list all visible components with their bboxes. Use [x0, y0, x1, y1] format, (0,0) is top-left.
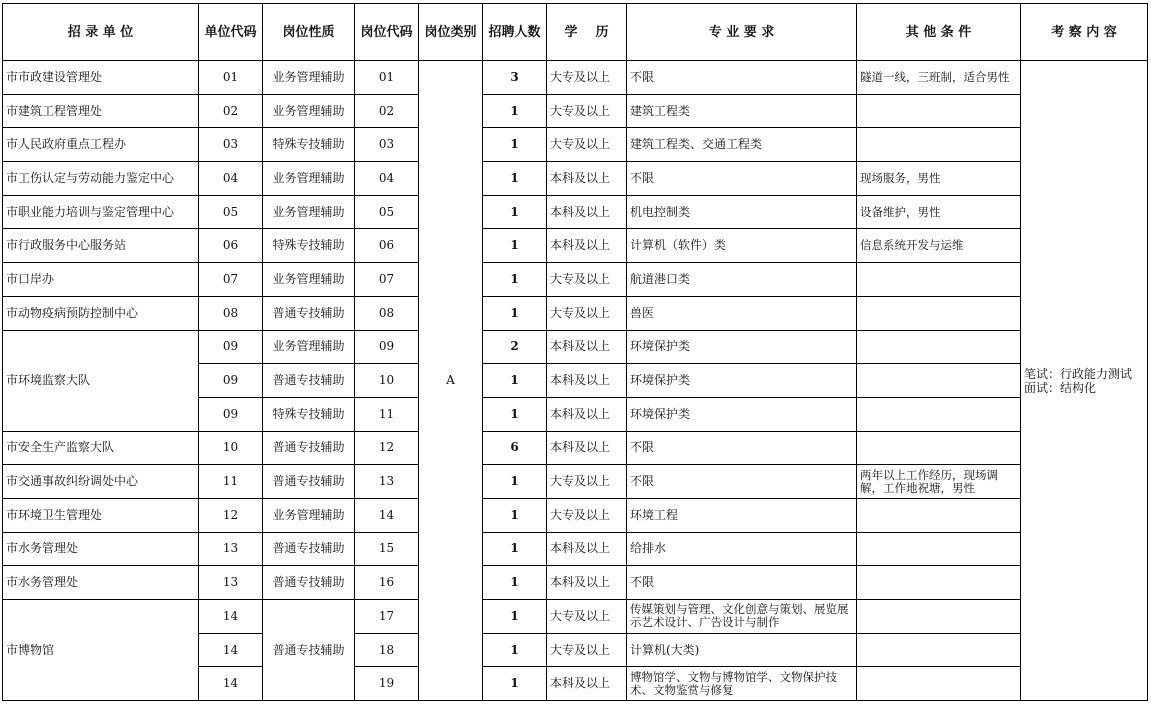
education-cell: 大专及以上	[547, 296, 627, 330]
count-cell: 1	[483, 94, 547, 128]
unit-cell: 市建筑工程管理处	[3, 94, 199, 128]
major-cell: 环境保护类	[627, 397, 857, 431]
major-cell: 环境保护类	[627, 364, 857, 398]
major-cell: 传媒策划与管理、文化创意与策划、展览展示艺术设计、广告设计与制作	[627, 600, 857, 634]
nature-cell: 普通专技辅助	[263, 364, 355, 398]
count-cell: 1	[483, 229, 547, 263]
count-cell: 3	[483, 61, 547, 95]
major-cell: 建筑工程类	[627, 94, 857, 128]
major-cell: 不限	[627, 162, 857, 196]
other-cell	[857, 94, 1021, 128]
post-code-cell: 13	[355, 465, 419, 499]
header-unit: 招 录 单 位	[3, 4, 199, 61]
post-code-cell: 14	[355, 498, 419, 532]
education-cell: 大专及以上	[547, 465, 627, 499]
unit-cell: 市行政服务中心服务站	[3, 229, 199, 263]
unit-cell: 市市政建设管理处	[3, 61, 199, 95]
table-row	[3, 465, 1148, 499]
table-row	[3, 195, 1148, 229]
table-row	[3, 296, 1148, 330]
post-code-cell: 15	[355, 532, 419, 566]
table-row	[3, 600, 1148, 634]
unit-code-cell: 11	[199, 465, 263, 499]
count-cell: 1	[483, 128, 547, 162]
count-cell: 6	[483, 431, 547, 465]
unit-code-cell: 14	[199, 667, 263, 701]
table-row	[3, 162, 1148, 196]
major-cell: 不限	[627, 431, 857, 465]
nature-cell: 特殊专技辅助	[263, 128, 355, 162]
other-cell	[857, 566, 1021, 600]
post-code-cell: 05	[355, 195, 419, 229]
table-row	[3, 498, 1148, 532]
unit-code-cell: 09	[199, 364, 263, 398]
education-cell: 本科及以上	[547, 162, 627, 196]
count-cell: 1	[483, 364, 547, 398]
recruitment-table-sheet	[2, 3, 1148, 701]
other-cell	[857, 498, 1021, 532]
unit-code-cell: 13	[199, 566, 263, 600]
unit-code-cell: 07	[199, 263, 263, 297]
nature-cell: 业务管理辅助	[263, 330, 355, 364]
unit-code-cell: 09	[199, 330, 263, 364]
education-cell: 本科及以上	[547, 364, 627, 398]
count-cell: 1	[483, 600, 547, 634]
other-cell	[857, 431, 1021, 465]
nature-cell: 普通专技辅助	[263, 296, 355, 330]
count-cell: 1	[483, 566, 547, 600]
header-other: 其 他 条 件	[857, 4, 1021, 61]
unit-code-cell: 13	[199, 532, 263, 566]
post-code-cell: 09	[355, 330, 419, 364]
count-cell: 1	[483, 263, 547, 297]
nature-cell: 普通专技辅助	[263, 532, 355, 566]
other-cell	[857, 633, 1021, 667]
major-cell: 博物馆学、文物与博物馆学、文物保护技术、文物鉴赏与修复	[627, 667, 857, 701]
major-cell: 环境保护类	[627, 330, 857, 364]
major-cell: 计算机(大类)	[627, 633, 857, 667]
unit-cell: 市博物馆	[3, 600, 199, 701]
unit-code-cell: 10	[199, 431, 263, 465]
header-category: 岗位类别	[419, 4, 483, 61]
post-code-cell: 01	[355, 61, 419, 95]
other-cell: 隧道一线，三班制，适合男性	[857, 61, 1021, 95]
post-code-cell: 18	[355, 633, 419, 667]
unit-code-cell: 01	[199, 61, 263, 95]
unit-code-cell: 08	[199, 296, 263, 330]
other-cell	[857, 667, 1021, 701]
education-cell: 本科及以上	[547, 195, 627, 229]
unit-cell: 市交通事故纠纷调处中心	[3, 465, 199, 499]
count-cell: 1	[483, 667, 547, 701]
count-cell: 1	[483, 162, 547, 196]
major-cell: 建筑工程类、交通工程类	[627, 128, 857, 162]
education-cell: 本科及以上	[547, 566, 627, 600]
post-code-cell: 17	[355, 600, 419, 634]
unit-code-cell: 12	[199, 498, 263, 532]
other-cell: 信息系统开发与运维	[857, 229, 1021, 263]
unit-cell: 市环境监察大队	[3, 330, 199, 431]
table-row	[3, 431, 1148, 465]
table-row	[3, 94, 1148, 128]
nature-cell: 特殊专技辅助	[263, 397, 355, 431]
major-cell: 不限	[627, 566, 857, 600]
post-code-cell: 03	[355, 128, 419, 162]
other-cell: 两年以上工作经历，现场调解，工作地祝塘，男性	[857, 465, 1021, 499]
other-cell	[857, 263, 1021, 297]
count-cell: 1	[483, 633, 547, 667]
major-cell: 机电控制类	[627, 195, 857, 229]
post-code-cell: 16	[355, 566, 419, 600]
header-nature: 岗位性质	[263, 4, 355, 61]
education-cell: 大专及以上	[547, 128, 627, 162]
unit-cell: 市安全生产监察大队	[3, 431, 199, 465]
unit-code-cell: 06	[199, 229, 263, 263]
education-cell: 本科及以上	[547, 431, 627, 465]
post-code-cell: 08	[355, 296, 419, 330]
header-count: 招聘人数	[483, 4, 547, 61]
unit-cell: 市职业能力培训与鉴定管理中心	[3, 195, 199, 229]
unit-cell: 市水务管理处	[3, 532, 199, 566]
major-cell: 计算机（软件）类	[627, 229, 857, 263]
nature-cell: 业务管理辅助	[263, 94, 355, 128]
unit-cell: 市工伤认定与劳动能力鉴定中心	[3, 162, 199, 196]
education-cell: 大专及以上	[547, 61, 627, 95]
major-cell: 航道港口类	[627, 263, 857, 297]
unit-cell: 市口岸办	[3, 263, 199, 297]
major-cell: 不限	[627, 465, 857, 499]
post-code-cell: 10	[355, 364, 419, 398]
major-cell: 环境工程	[627, 498, 857, 532]
post-code-cell: 02	[355, 94, 419, 128]
education-cell: 本科及以上	[547, 667, 627, 701]
header-post-code: 岗位代码	[355, 4, 419, 61]
table-row	[3, 330, 1148, 364]
count-cell: 1	[483, 532, 547, 566]
other-cell	[857, 296, 1021, 330]
unit-code-cell: 02	[199, 94, 263, 128]
nature-cell: 业务管理辅助	[263, 195, 355, 229]
header-unit-code: 单位代码	[199, 4, 263, 61]
nature-cell: 业务管理辅助	[263, 263, 355, 297]
education-cell: 大专及以上	[547, 633, 627, 667]
other-cell: 现场服务，男性	[857, 162, 1021, 196]
header-major: 专 业 要 求	[627, 4, 857, 61]
nature-cell: 普通专技辅助	[263, 600, 355, 701]
table-row	[3, 263, 1148, 297]
education-cell: 大专及以上	[547, 600, 627, 634]
unit-code-cell: 05	[199, 195, 263, 229]
post-code-cell: 12	[355, 431, 419, 465]
header-row	[3, 4, 1148, 61]
unit-cell: 市人民政府重点工程办	[3, 128, 199, 162]
post-code-cell: 11	[355, 397, 419, 431]
education-cell: 本科及以上	[547, 397, 627, 431]
post-code-cell: 19	[355, 667, 419, 701]
post-code-cell: 06	[355, 229, 419, 263]
other-cell	[857, 364, 1021, 398]
exam-cell: 笔试：行政能力测试 面试：结构化	[1021, 61, 1148, 701]
education-cell: 本科及以上	[547, 532, 627, 566]
nature-cell: 特殊专技辅助	[263, 229, 355, 263]
count-cell: 1	[483, 465, 547, 499]
other-cell: 设备维护，男性	[857, 195, 1021, 229]
education-cell: 大专及以上	[547, 498, 627, 532]
count-cell: 1	[483, 498, 547, 532]
unit-code-cell: 03	[199, 128, 263, 162]
major-cell: 不限	[627, 61, 857, 95]
major-cell: 兽医	[627, 296, 857, 330]
education-cell: 本科及以上	[547, 229, 627, 263]
category-cell: A	[419, 61, 483, 701]
other-cell	[857, 397, 1021, 431]
nature-cell: 业务管理辅助	[263, 162, 355, 196]
table-row	[3, 566, 1148, 600]
count-cell: 1	[483, 397, 547, 431]
count-cell: 1	[483, 195, 547, 229]
unit-cell: 市水务管理处	[3, 566, 199, 600]
nature-cell: 业务管理辅助	[263, 61, 355, 95]
nature-cell: 普通专技辅助	[263, 431, 355, 465]
post-code-cell: 07	[355, 263, 419, 297]
education-cell: 大专及以上	[547, 94, 627, 128]
table-row	[3, 229, 1148, 263]
unit-code-cell: 09	[199, 397, 263, 431]
post-code-cell: 04	[355, 162, 419, 196]
count-cell: 1	[483, 296, 547, 330]
education-cell: 大专及以上	[547, 263, 627, 297]
nature-cell: 普通专技辅助	[263, 566, 355, 600]
other-cell	[857, 600, 1021, 634]
header-exam: 考 察 内 容	[1021, 4, 1148, 61]
table-row	[3, 128, 1148, 162]
unit-cell: 市动物疫病预防控制中心	[3, 296, 199, 330]
education-cell: 本科及以上	[547, 330, 627, 364]
unit-cell: 市环境卫生管理处	[3, 498, 199, 532]
table-row	[3, 61, 1148, 95]
nature-cell: 普通专技辅助	[263, 465, 355, 499]
other-cell	[857, 128, 1021, 162]
table-row	[3, 532, 1148, 566]
other-cell	[857, 330, 1021, 364]
recruitment-table	[2, 3, 1148, 701]
header-education: 学 历	[547, 4, 627, 61]
nature-cell: 业务管理辅助	[263, 498, 355, 532]
major-cell: 给排水	[627, 532, 857, 566]
unit-code-cell: 04	[199, 162, 263, 196]
other-cell	[857, 532, 1021, 566]
unit-code-cell: 14	[199, 633, 263, 667]
unit-code-cell: 14	[199, 600, 263, 634]
count-cell: 2	[483, 330, 547, 364]
